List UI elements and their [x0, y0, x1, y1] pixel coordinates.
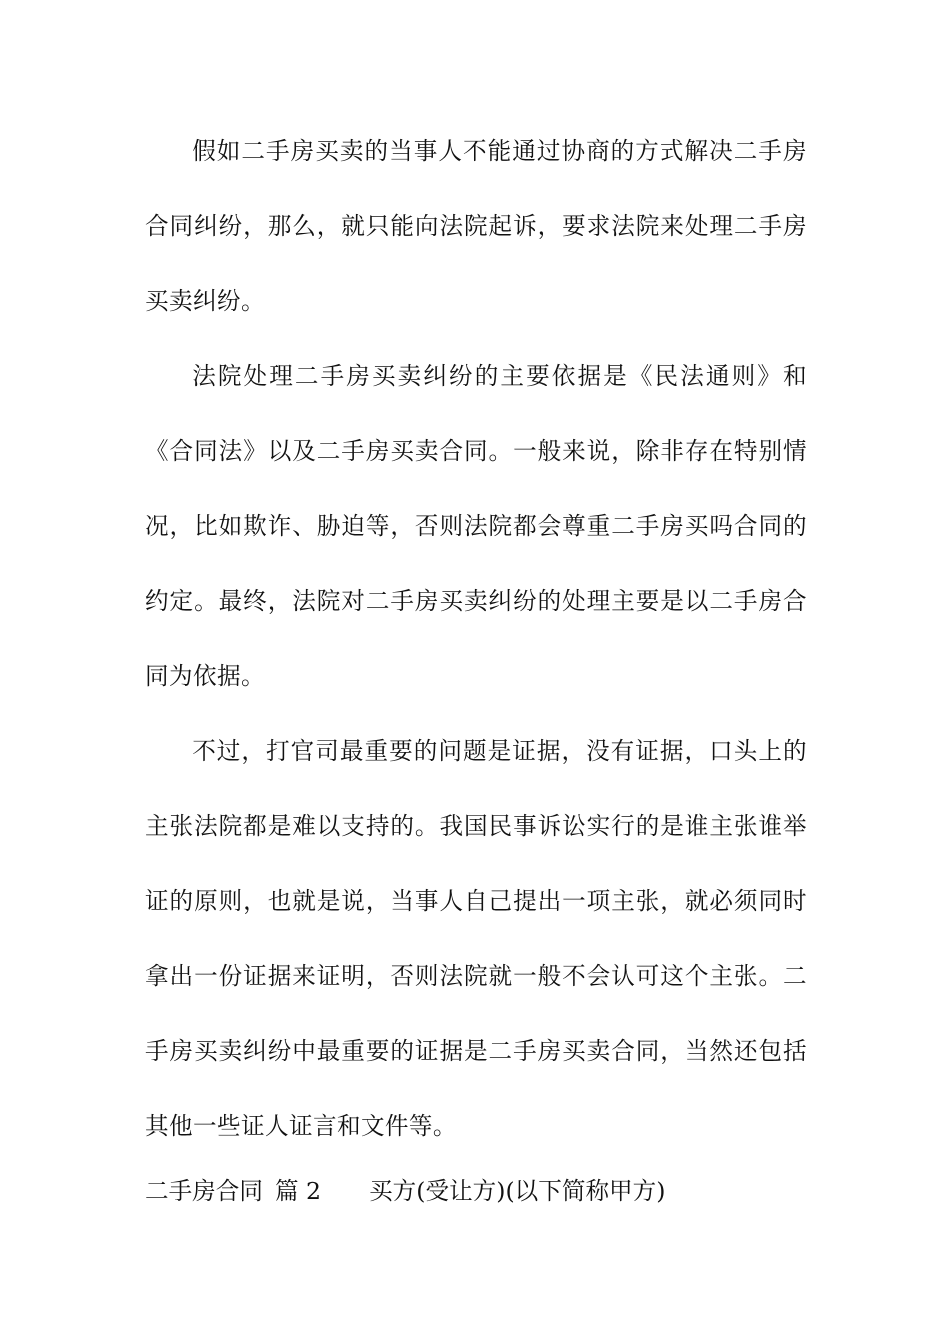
paragraph-dispute-resolution: 假如二手房买卖的当事人不能通过协商的方式解决二手房合同纠纷，那么，就只能向法院起诉，要求法院来处理二手房买卖纠纷。 [145, 137, 807, 315]
paragraph-evidence: 不过，打官司最重要的问题是证据，没有证据，口头上的主张法院都是难以支持的。我国民事诉讼实行的是谁主张谁举证的原则，也就是说，当事人自己提出一项主张，就必须同时拿出一份证据来证明，否则法院就一般不会认可这个主张。二手房买卖纠纷中最重要的证据是二手房买卖合同，当然还包括其他一些证人证言和文件等。 [145, 737, 807, 1140]
contract-title: 二手房合同 [145, 1177, 263, 1205]
buyer-party-label: 买方(受让方)(以下简称甲方) [369, 1177, 666, 1205]
section-number: 篇 2 [274, 1177, 322, 1205]
paragraph-legal-basis: 法院处理二手房买卖纠纷的主要依据是《民法通则》和《合同法》以及二手房买卖合同。一般来说，除非存在特别情况，比如欺诈、胁迫等，否则法院都会尊重二手房买吗合同的约定。最终，法院对二手房买卖纠纷的处理主要是以二手房合同为依据。 [145, 362, 807, 690]
contract-heading-line [145, 1154, 807, 1229]
